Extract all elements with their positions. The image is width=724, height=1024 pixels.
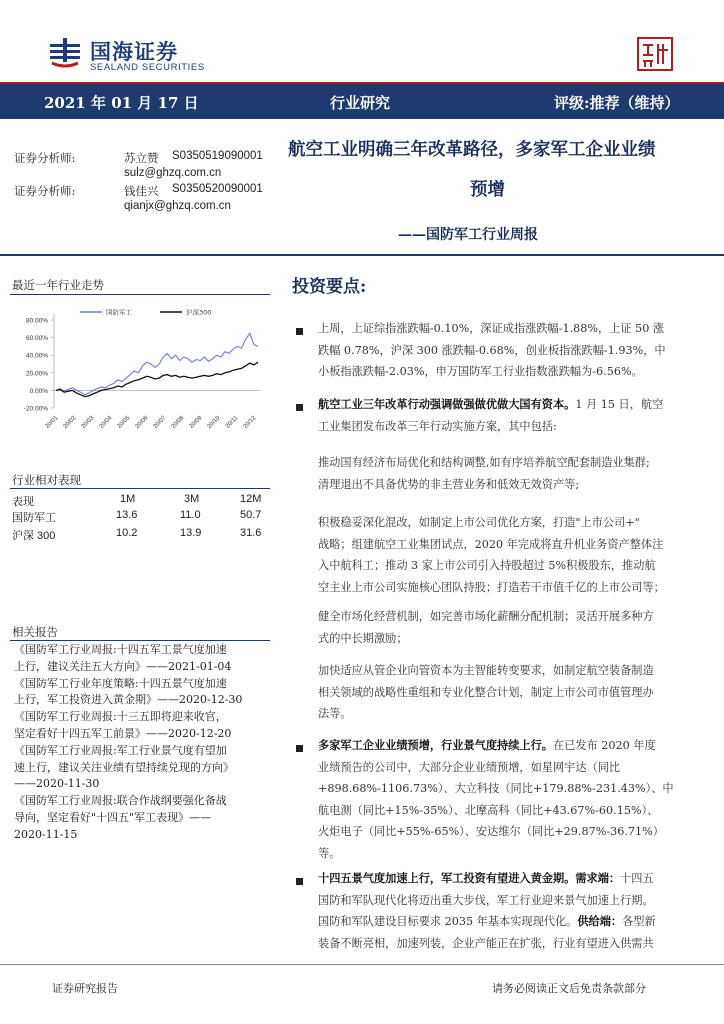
analyst-1-name: 苏立赞 bbox=[124, 151, 159, 165]
chart-series-line-0 bbox=[56, 333, 258, 395]
bullet-icon bbox=[296, 878, 303, 885]
key-point-14th-five-year: 十四五景气度加速上行，军工投资有望进入黄金期。需求端：十四五 国防和军队现代化将迈出重大步伐，军工行业迎来景气加速上行期。 国防和军队建设目标要求 2035 年基本实现现代化。供给端：各型新 装备不断亮相，加速列装，企业产能正在扩张，行业有望进入供需共 bbox=[318, 871, 656, 950]
reform-item-capital-management: 加快适应从管企业向管资本为主智能转变要求，如制定航空装备制造 相关领域的战略性重组和专业化整合计划，制定上市公司市值管理办 法等。 bbox=[318, 664, 654, 721]
table-cell: 11.0 bbox=[180, 509, 201, 521]
chart-legend-label: 沪深300 bbox=[186, 308, 212, 317]
key-point-earnings: 多家军工企业业绩预增，行业景气度持续上行。在已发布 2020 年度 业绩预告的公司中，大部分企业业绩预增，如星网宇达（同比 +898.68%-1106.73%）、大立科技（同比+179.88%-231.43%）、中 航电测（同比+15%-35%）、北摩高科（同比+43.67%-60.15%）、 火炬电子（同比+55%-65%）、安达维尔（同比+29.87%-36.71%） 等。 bbox=[318, 738, 674, 860]
chart-x-tick-label: 20/04 bbox=[98, 415, 114, 431]
bullet-icon bbox=[296, 745, 303, 752]
report-subtitle: ——国防军工行业周报 bbox=[398, 227, 538, 243]
related-report-line[interactable]: ——2020-11-30 bbox=[14, 777, 100, 791]
header-band bbox=[0, 82, 724, 119]
performance-rule bbox=[10, 488, 270, 489]
report-title-line-1: 航空工业明确三年改革路径，多家军工企业业绩 bbox=[288, 140, 656, 160]
reform-item-market-mechanism: 健全市场化经营机制，如完善市场化薪酬分配机制；灵活开展多种方 式的中长期激励； bbox=[318, 610, 654, 645]
sealand-logo-icon bbox=[48, 38, 82, 68]
brand-name-en: SEALAND SECURITIES bbox=[90, 62, 205, 73]
footer-left: 证券研究报告 bbox=[52, 982, 118, 995]
related-report-line[interactable]: 《国防军工行业周报:十三五即将迎来收官， bbox=[14, 710, 227, 724]
key-points-heading: 投资要点: bbox=[292, 277, 367, 297]
reform-item-mixed-ownership: 积极稳妥深化混改，如制定上市公司优化方案，打造"上市公司+" 战略；组建航空工业集团试点，2020 年完成将直升机业务资产整体注 入中航科工；推动 3 家上市公司引入持股超过 5%积极股东，推动航 空主业上市公司实施核心团队持股；打造若干市值千亿的上市公司等； bbox=[318, 516, 665, 594]
chart-y-tick-label: 0.00% bbox=[29, 387, 48, 395]
related-report-line[interactable]: 上行，建议关注五大方向》——2021-01-04 bbox=[14, 659, 232, 673]
title-divider bbox=[0, 254, 724, 256]
bullet-icon bbox=[296, 404, 303, 411]
reform-item-structure: 推动国有经济布局优化和结构调整,如有序培养航空配套制造业集群; 清理退出不具备优势的非主营业务和低效无效资产等; bbox=[318, 456, 650, 491]
chart-y-tick-label: -20.00% bbox=[23, 405, 48, 413]
report-date: 2021 年 01 月 17 日 bbox=[44, 94, 199, 112]
analyst-1-email[interactable]: sulz@ghzq.com.cn bbox=[124, 167, 222, 179]
related-report-line[interactable]: 《国防军工行业周报:十四五军工景气度加速 bbox=[14, 643, 227, 656]
analyst-2-email[interactable]: qianjx@ghzq.com.cn bbox=[124, 200, 231, 212]
chart-y-tick-label: 60.00% bbox=[25, 335, 48, 343]
chart-x-tick-label: 20/11 bbox=[224, 415, 240, 430]
report-title-line-2: 预增 bbox=[470, 180, 505, 200]
footer-disclaimer: 请务必阅读正文后免责条款部分 bbox=[492, 982, 646, 995]
related-report-line[interactable]: 《国防军工行业年度策略:十四五景气度加速 bbox=[14, 676, 227, 690]
chart-x-tick-label: 20/12 bbox=[242, 415, 258, 431]
chart-x-tick-label: 20/09 bbox=[188, 415, 204, 431]
chart-series-line-1 bbox=[56, 362, 258, 396]
report-rating: 评级:推荐（维持） bbox=[554, 94, 680, 112]
related-report-line[interactable]: 《国防军工行业周报:联合作战纲要强化备战 bbox=[14, 794, 227, 808]
related-report-line[interactable]: 《国防军工行业周报:军工行业景气度有望加 bbox=[14, 743, 227, 757]
key-point-market: 上周，上证综指涨跌幅-0.10%，深证成指涨跌幅-1.88%，上证 50 涨 跌幅 0.78%，沪深 300 涨跌幅-0.68%，创业板指涨跌幅-1.93%，中 小板指涨跌幅-2.03%，申万国防军工行业指数涨跌幅为-6.56%。 bbox=[318, 322, 666, 379]
table-cell: 10.2 bbox=[116, 527, 138, 539]
analyst-1-role: 证券分析师: bbox=[14, 151, 76, 165]
related-report-line[interactable]: 2020-11-15 bbox=[14, 827, 78, 841]
related-rule bbox=[10, 640, 270, 641]
table-cell: 13.6 bbox=[116, 509, 138, 521]
related-report-line[interactable]: 导向，坚定看好"十四五"军工表现》—— bbox=[14, 810, 212, 824]
trend-rule bbox=[10, 294, 270, 295]
chart-x-tick-label: 20/08 bbox=[170, 415, 186, 431]
trend-chart bbox=[10, 300, 270, 450]
perf-col-label: 表现 bbox=[12, 496, 34, 508]
analyst-2-role: 证券分析师: bbox=[14, 184, 76, 198]
perf-col-1m: 1M bbox=[120, 493, 136, 505]
chart-y-tick-label: 80.00% bbox=[25, 317, 48, 325]
perf-col-12m: 12M bbox=[240, 493, 262, 505]
table-cell: 13.9 bbox=[180, 527, 202, 539]
seal-stamp-icon bbox=[636, 36, 674, 72]
brand-name-cn: 国海证券 bbox=[90, 41, 178, 64]
related-report-line[interactable]: 速上行，建议关注业绩有望持续兑现的方向》 bbox=[14, 760, 234, 774]
chart-y-tick-label: 20.00% bbox=[25, 370, 48, 378]
chart-x-tick-label: 20/07 bbox=[152, 415, 168, 431]
key-point-aviation-reform: 航空工业三年改革行动强调做强做优做大国有资本。1 月 15 日，航空 工业集团发布改革三年行动实施方案，其中包括: bbox=[318, 397, 664, 433]
chart-y-tick-label: 40.00% bbox=[25, 352, 48, 360]
chart-x-tick-label: 20/03 bbox=[80, 415, 96, 431]
performance-heading: 行业相对表现 bbox=[12, 473, 81, 487]
related-report-line[interactable]: 坚定看好十四五军工前景》——2020-12-20 bbox=[14, 726, 232, 740]
chart-x-tick-label: 20/01 bbox=[44, 415, 60, 431]
table-row-label: 沪深 300 bbox=[12, 530, 56, 542]
chart-x-tick-label: 20/06 bbox=[134, 415, 150, 431]
table-cell: 50.7 bbox=[240, 509, 262, 521]
analyst-1-cert: S0350519090001 bbox=[172, 150, 263, 162]
chart-x-tick-label: 20/10 bbox=[206, 415, 222, 431]
chart-x-tick-label: 20/02 bbox=[62, 415, 78, 431]
perf-col-3m: 3M bbox=[184, 493, 200, 505]
related-report-line[interactable]: 上行，军工投资进入黄金期》——2020-12-30 bbox=[14, 693, 243, 707]
analyst-2-name: 钱佳兴 bbox=[124, 184, 159, 198]
related-reports-list bbox=[14, 642, 276, 844]
bullet-icon bbox=[296, 328, 303, 335]
related-heading: 相关报告 bbox=[12, 625, 58, 639]
analyst-2-cert: S0350520090001 bbox=[172, 183, 263, 195]
chart-x-tick-label: 20/05 bbox=[116, 415, 132, 431]
chart-legend-label: 国防军工 bbox=[106, 308, 132, 317]
table-row-label: 国防军工 bbox=[12, 512, 56, 524]
trend-heading: 最近一年行业走势 bbox=[12, 278, 104, 292]
table-cell: 31.6 bbox=[240, 527, 262, 539]
report-type: 行业研究 bbox=[330, 94, 391, 112]
footer-rule bbox=[0, 964, 724, 965]
